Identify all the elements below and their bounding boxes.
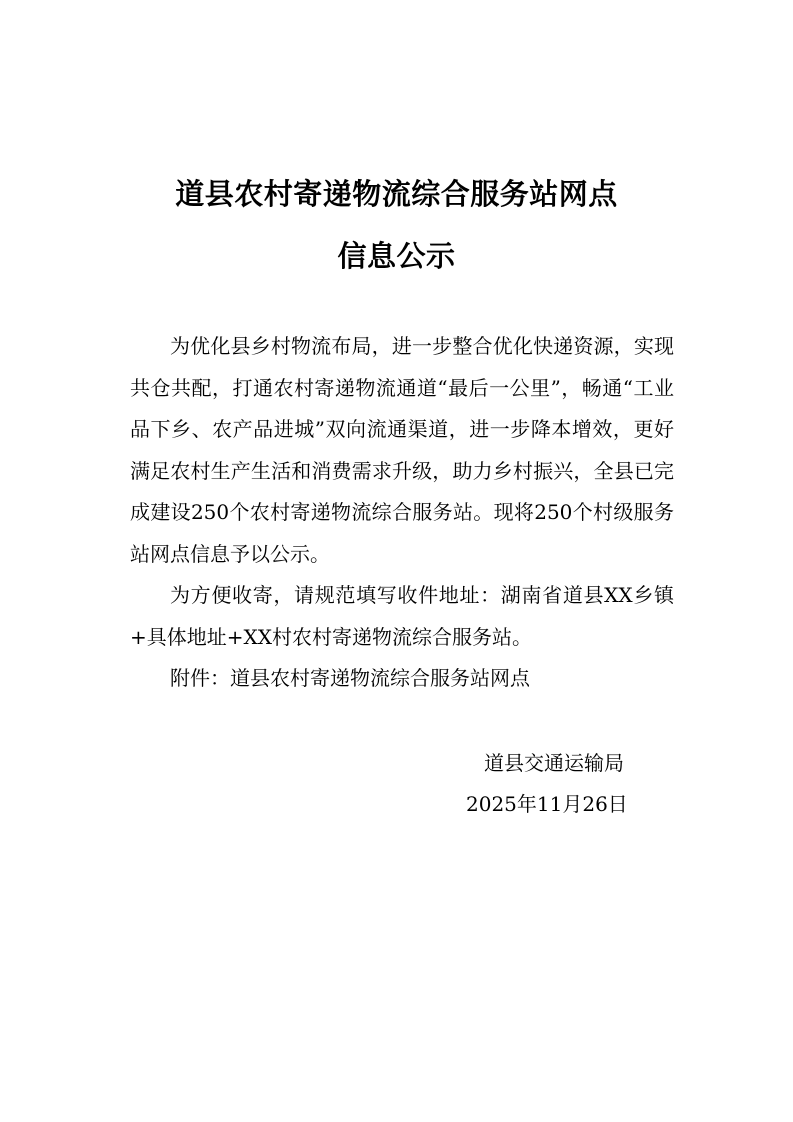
document-title-line2: 信息公示 — [337, 239, 456, 273]
paragraph-intro: 为优化县乡村物流布局，进一步整合优化快递资源，实现共仓共配，打通农村寄递物流通道“最后一公里”，畅通“工业品下乡、农产品进城”双向流通渠道，进一步降本增效，更好满足农村生产生活和消费需求升级，助力乡村振兴，全县已完成建设250个农村寄递物流综合服务站。现将250个村级服务站网点信息予以公示。 — [130, 334, 674, 566]
document-body — [130, 326, 674, 700]
signature-organization: 道县交通运输局 — [484, 751, 624, 775]
signature-date: 2025年11月26日 — [466, 792, 628, 816]
document-title-line1: 道县农村寄递物流综合服务站网点 — [175, 177, 618, 211]
paragraph-address: 为方便收寄，请规范填写收件地址：湖南省道县XX乡镇+具体地址+XX村农村寄递物流综合服务站。 — [130, 583, 674, 649]
paragraph-attachment: 附件：道县农村寄递物流综合服务站网点 — [170, 666, 530, 690]
